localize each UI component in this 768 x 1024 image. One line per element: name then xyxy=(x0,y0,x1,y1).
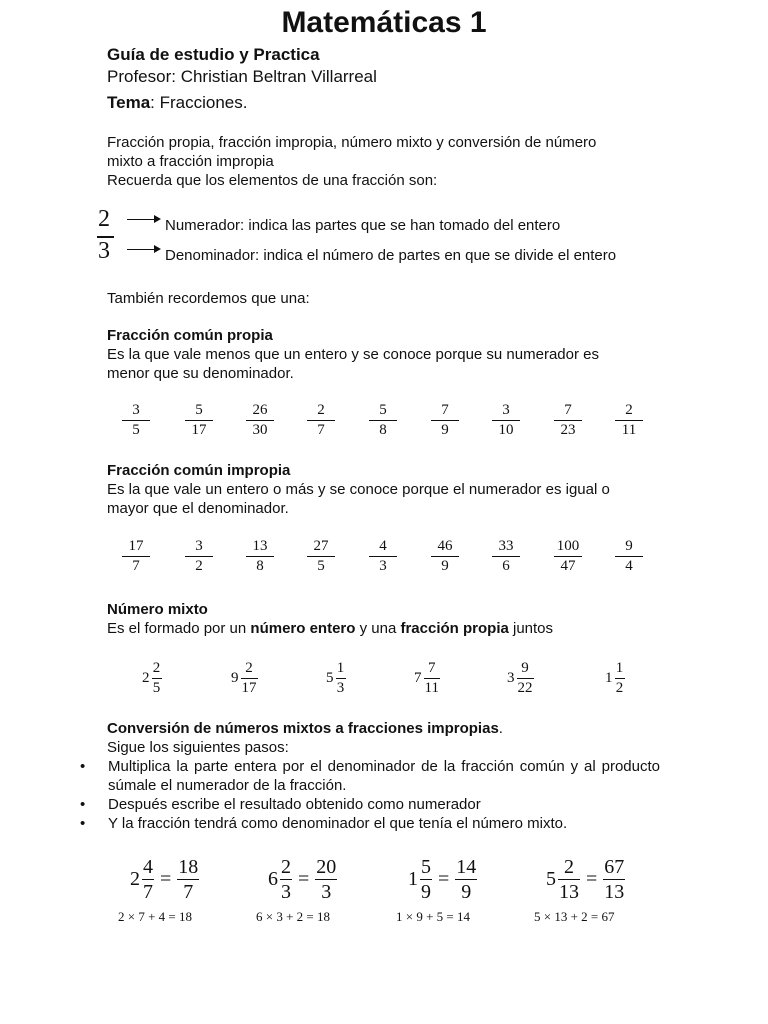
mixed-number xyxy=(231,660,258,697)
fraction-numerator: 3 xyxy=(195,538,203,554)
mixed-whole: 2 xyxy=(130,868,140,890)
mixed-text-e: juntos xyxy=(508,620,554,637)
fraction-denominator: 8 xyxy=(256,558,264,574)
fraction-bar xyxy=(558,879,580,880)
improper-heading: Fracción común impropia xyxy=(107,462,291,479)
conversion-equation xyxy=(546,856,627,903)
fraction-denominator: 6 xyxy=(502,558,510,574)
fraction-numerator: 2 xyxy=(245,660,253,676)
conversion-calculation: 6 × 3 + 2 = 18 xyxy=(256,909,330,924)
intro-paragraph xyxy=(107,133,596,190)
equals-sign: = xyxy=(160,868,172,890)
fraction-denominator: 5 xyxy=(317,558,325,574)
fraction-bar xyxy=(307,420,335,421)
example-denominator: 3 xyxy=(98,238,110,264)
fraction-numerator: 2 xyxy=(281,856,291,878)
equals-sign: = xyxy=(438,868,450,890)
proper-line-1: Es la que vale menos que un entero y se conoce porque su numerador es xyxy=(107,346,599,363)
fraction-denominator: 3 xyxy=(281,881,291,903)
fraction-bar xyxy=(315,879,337,880)
arrow-right-icon xyxy=(127,249,159,250)
fraction-bar xyxy=(307,556,335,557)
fraction xyxy=(246,402,274,439)
denominator-description: Denominador: indica el número de partes en que se divide el entero xyxy=(165,247,617,264)
fraction-denominator: 3 xyxy=(379,558,387,574)
fraction-numerator: 1 xyxy=(615,660,624,676)
fraction-bar xyxy=(122,420,150,421)
fraction-denominator: 9 xyxy=(421,881,431,903)
fraction-bar xyxy=(554,556,582,557)
fraction-denominator: 7 xyxy=(183,881,194,903)
fraction-numerator: 2 xyxy=(152,660,161,676)
fraction xyxy=(152,660,162,697)
example-numerator: 2 xyxy=(98,206,110,232)
fraction xyxy=(492,402,520,439)
fraction-denominator: 3 xyxy=(321,881,332,903)
fraction-numerator: 20 xyxy=(316,856,337,878)
fraction-denominator: 5 xyxy=(132,422,140,438)
fraction-numerator: 5 xyxy=(379,402,387,418)
fraction-numerator: 27 xyxy=(313,538,329,554)
fraction-numerator: 4 xyxy=(143,856,153,878)
fraction-denominator: 30 xyxy=(252,422,268,438)
mixed-whole: 9 xyxy=(231,670,239,686)
fraction-bar xyxy=(554,420,582,421)
fraction-denominator: 3 xyxy=(336,680,345,696)
fraction-bar xyxy=(241,678,258,679)
fraction-numerator: 2 xyxy=(625,402,633,418)
fraction-numerator: 2 xyxy=(564,856,574,878)
professor-name: Profesor: Christian Beltran Villarreal xyxy=(107,67,377,86)
fraction-bar xyxy=(603,879,625,880)
fraction-bar xyxy=(455,879,477,880)
numerator-description: Numerador: indica las partes que se han tomado del entero xyxy=(165,217,561,234)
proper-description xyxy=(107,345,599,383)
fraction-bar xyxy=(246,556,274,557)
mixed-number xyxy=(605,660,625,697)
fraction xyxy=(369,538,397,575)
fraction-numerator: 13 xyxy=(252,538,268,554)
mixed-number xyxy=(507,660,534,697)
mixed-whole: 3 xyxy=(507,670,515,686)
step-item: • Después escribe el resultado obtenido como numerador xyxy=(80,795,660,814)
fraction-bar xyxy=(246,420,274,421)
proper-heading: Fracción común propia xyxy=(107,327,273,344)
mixed-text-c: y una xyxy=(355,620,401,637)
fraction-bar xyxy=(185,556,213,557)
fraction-numerator: 7 xyxy=(564,402,572,418)
fraction-bar xyxy=(517,678,534,679)
intro-line-3: Recuerda que los elementos de una fracción son: xyxy=(107,172,438,189)
fraction xyxy=(122,402,150,439)
fraction-numerator: 17 xyxy=(128,538,144,554)
fraction xyxy=(431,538,459,575)
fraction xyxy=(307,402,335,439)
conversion-calculation: 2 × 7 + 4 = 18 xyxy=(118,909,192,924)
fraction-denominator: 9 xyxy=(441,558,449,574)
fraction xyxy=(420,856,432,903)
step-item: • Y la fracción tendrá como denominador el que tenía el número mixto. xyxy=(80,814,660,833)
mixed-whole: 1 xyxy=(605,670,613,686)
fraction-bar xyxy=(177,879,199,880)
fraction-bar xyxy=(424,678,440,679)
equals-sign: = xyxy=(298,868,310,890)
fraction-numerator: 26 xyxy=(252,402,268,418)
mixed-number xyxy=(414,660,440,697)
fraction-denominator: 9 xyxy=(441,422,449,438)
fraction-denominator: 9 xyxy=(461,881,472,903)
fraction-numerator: 9 xyxy=(521,660,529,676)
mixed-whole: 5 xyxy=(546,868,556,890)
fraction-bar xyxy=(369,420,397,421)
mixed-text-a: Es el formado por un xyxy=(107,620,251,637)
fraction-bar xyxy=(152,678,162,679)
fraction xyxy=(280,856,292,903)
fraction xyxy=(615,538,643,575)
mixed-whole: 7 xyxy=(414,670,422,686)
fraction-denominator: 47 xyxy=(560,558,576,574)
fraction-denominator: 7 xyxy=(132,558,140,574)
mixed-whole: 1 xyxy=(408,868,418,890)
fraction-numerator: 100 xyxy=(556,538,580,554)
fraction-denominator: 13 xyxy=(559,881,579,903)
intro-line-1: Fracción propia, fracción impropia, número mixto y conversión de número xyxy=(107,134,597,151)
arrow-right-icon xyxy=(127,219,159,220)
fraction xyxy=(307,538,335,575)
conversion-heading-dot: . xyxy=(498,720,503,737)
fraction xyxy=(122,538,150,575)
topic-line xyxy=(107,93,247,113)
fraction-denominator: 4 xyxy=(625,558,633,574)
fraction-denominator: 22 xyxy=(517,680,533,696)
mixed-description xyxy=(107,619,553,638)
fraction-bar xyxy=(369,556,397,557)
fraction xyxy=(554,402,582,439)
fraction-bar xyxy=(280,879,292,880)
fraction xyxy=(185,402,213,439)
step-item: • Multiplica la parte entera por el denominador de la fracción común y al producto súmale el numerador de la fracción. xyxy=(80,757,660,795)
fraction-numerator: 7 xyxy=(441,402,449,418)
fraction-denominator: 17 xyxy=(191,422,207,438)
fraction-numerator: 3 xyxy=(132,402,140,418)
mixed-number xyxy=(142,660,162,697)
fraction-numerator: 3 xyxy=(502,402,510,418)
fraction-denominator: 2 xyxy=(195,558,203,574)
steps-intro: Sigue los siguientes pasos: xyxy=(107,739,289,756)
fraction-numerator: 7 xyxy=(427,660,436,676)
fraction xyxy=(615,402,643,439)
fraction-numerator: 33 xyxy=(498,538,514,554)
fraction xyxy=(517,660,534,697)
mixed-whole: 6 xyxy=(268,868,278,890)
subtitle: Guía de estudio y Practica xyxy=(107,45,320,64)
fraction xyxy=(492,538,520,575)
result-fraction xyxy=(455,856,477,903)
fraction xyxy=(554,538,582,575)
fraction-bar xyxy=(336,678,346,679)
fraction-denominator: 13 xyxy=(604,881,625,903)
fraction-denominator: 2 xyxy=(615,680,624,696)
recall-text: También recordemos que una: xyxy=(107,290,310,307)
fraction-bar xyxy=(615,556,643,557)
fraction-numerator: 9 xyxy=(625,538,633,554)
fraction xyxy=(431,402,459,439)
page-title: Matemáticas 1 xyxy=(281,6,487,39)
fraction-numerator: 14 xyxy=(456,856,477,878)
fraction-bar xyxy=(492,420,520,421)
fraction xyxy=(142,856,154,903)
fraction xyxy=(185,538,213,575)
steps-list xyxy=(80,757,660,833)
mixed-heading: Número mixto xyxy=(107,601,208,618)
fraction-numerator: 18 xyxy=(178,856,199,878)
fraction xyxy=(336,660,346,697)
intro-line-2: mixto a fracción impropia xyxy=(107,153,274,170)
fraction-numerator: 2 xyxy=(317,402,325,418)
fraction-numerator: 5 xyxy=(421,856,431,878)
fraction-bar xyxy=(122,556,150,557)
conversion-equation xyxy=(408,856,479,903)
improper-description xyxy=(107,480,610,518)
topic-label: Tema xyxy=(107,93,151,112)
fraction-denominator: 23 xyxy=(560,422,576,438)
improper-line-1: Es la que vale un entero o más y se conoce porque el numerador es igual o xyxy=(107,481,610,498)
mixed-text-proper: fracción propia xyxy=(400,620,509,637)
conversion-calculation: 1 × 9 + 5 = 14 xyxy=(396,909,470,924)
fraction-bar xyxy=(185,420,213,421)
fraction-numerator: 4 xyxy=(379,538,387,554)
proper-line-2: menor que su denominador. xyxy=(107,365,294,382)
result-fraction xyxy=(603,856,625,903)
conversion-heading-text: Conversión de números mixtos a fracciones impropias xyxy=(107,720,499,737)
conversion-equation xyxy=(130,856,201,903)
mixed-text-whole: número entero xyxy=(250,620,356,637)
fraction-bar xyxy=(142,879,154,880)
equals-sign: = xyxy=(586,868,598,890)
fraction-denominator: 5 xyxy=(152,680,161,696)
fraction-denominator: 8 xyxy=(379,422,387,438)
fraction-denominator: 10 xyxy=(498,422,514,438)
fraction-bar xyxy=(492,556,520,557)
fraction-bar xyxy=(615,678,625,679)
fraction-bar xyxy=(431,420,459,421)
fraction-denominator: 11 xyxy=(424,680,439,696)
fraction-bar xyxy=(431,556,459,557)
fraction-numerator: 67 xyxy=(604,856,625,878)
fraction xyxy=(241,660,258,697)
topic-value: : Fracciones. xyxy=(150,93,248,112)
fraction-bar xyxy=(420,879,432,880)
fraction xyxy=(615,660,625,697)
improper-line-2: mayor que el denominador. xyxy=(107,500,289,517)
conversion-calculation: 5 × 13 + 2 = 67 xyxy=(534,909,615,924)
fraction-denominator: 11 xyxy=(621,422,637,438)
fraction xyxy=(369,402,397,439)
fraction xyxy=(424,660,440,697)
mixed-number xyxy=(326,660,346,697)
result-fraction xyxy=(315,856,337,903)
mixed-whole: 2 xyxy=(142,670,150,686)
fraction-bar xyxy=(615,420,643,421)
fraction-denominator: 7 xyxy=(317,422,325,438)
mixed-whole: 5 xyxy=(326,670,334,686)
fraction-numerator: 1 xyxy=(336,660,345,676)
fraction xyxy=(558,856,580,903)
fraction-denominator: 17 xyxy=(241,680,257,696)
conversion-heading xyxy=(107,719,503,738)
fraction-numerator: 5 xyxy=(195,402,203,418)
fraction xyxy=(246,538,274,575)
result-fraction xyxy=(177,856,199,903)
fraction-denominator: 7 xyxy=(143,881,153,903)
fraction-numerator: 46 xyxy=(437,538,453,554)
conversion-equation xyxy=(268,856,339,903)
